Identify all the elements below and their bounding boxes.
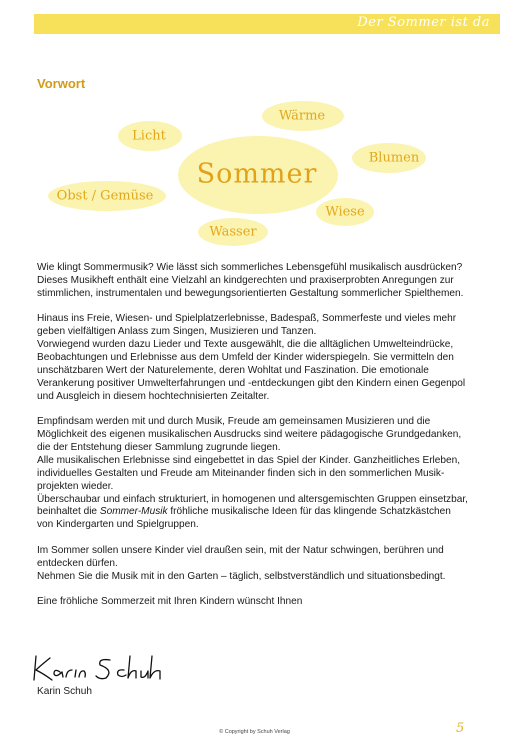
paragraph xyxy=(37,262,487,301)
text-line: Dieses Musikheft enthält eine Vielzahl an kindgerechten und praxiserprobten Anregungen zur xyxy=(37,274,454,286)
text-line: von Kindergarten und Spielgruppen. xyxy=(37,519,199,531)
cloud-word: Wärme xyxy=(278,108,326,124)
text-line: unschätzbaren Wert der Naturelemente, deren Wohltat und Faszination. Die emotionale xyxy=(37,364,429,376)
cloud-word: Wiese xyxy=(325,204,365,220)
italic-title: Sommer-Musik xyxy=(99,506,168,518)
foreword-body xyxy=(37,262,487,621)
text-line: Verankerung positiver Umwelterfahrungen und -entdeckungen gibt den Kindern einen Gegenpol xyxy=(37,377,466,389)
page-number: 5 xyxy=(456,721,465,736)
text-line: Empfindsam werden mit und durch Musik, Freude am gemeinsamen Musizieren und die xyxy=(37,416,431,428)
text-line: individuelles Gestalten und Freude am Miteinander finden sich in den sommerlichen Musik- xyxy=(37,467,445,479)
text-line: die der Entstehung dieser Sammlung zugrunde liegen. xyxy=(37,441,281,453)
handwritten-signature xyxy=(30,650,170,686)
paragraph xyxy=(37,596,487,609)
header-title: Der Sommer ist da xyxy=(357,15,490,30)
cloud-word: Wasser xyxy=(209,224,257,240)
text-fragment: fröhliche musikalische Ideen für das klingende Schatzkästchen xyxy=(167,506,451,518)
cloud-word: Obst / Gemüse xyxy=(56,188,154,204)
text-line: Hinaus ins Freie, Wiesen- und Spielplatzerlebnisse, Badespaß, Sommerfeste und vieles mehr xyxy=(37,313,457,325)
text-line: Möglichkeit des eigenen musikalischen Ausdrucks sind weitere pädagogische Grundgedanken, xyxy=(37,428,462,440)
text-line: Alle musikalischen Erlebnisse sind eingebettet in das Spiel der Kinder. Ganzheitliches Erleben, xyxy=(37,454,461,466)
text-line: Beobachtungen und Erlebnisse aus dem Umfeld der Kinder widerspiegeln. Sie vermitteln den xyxy=(37,351,454,363)
text-line: entdecken dürfen. xyxy=(37,557,118,569)
text-line: Nehmen Sie die Musik mit in den Garten – täglich, selbstverständlich und situationsbedingt. xyxy=(37,570,446,582)
paragraph xyxy=(37,313,487,403)
text-line: projekten wieder. xyxy=(37,480,114,492)
text-line: Wie klingt Sommermusik? Wie lässt sich sommerliches Lebensgefühl musikalisch ausdrücken? xyxy=(37,262,463,273)
text-line: Im Sommer sollen unsere Kinder viel draußen sein, mit der Natur schwingen, berühren und xyxy=(37,544,444,556)
cloud-word-main: Sommer xyxy=(196,158,318,190)
text-line: und Ausgleich in diesem hochtechnisierten Zeitalter. xyxy=(37,390,270,402)
signature-name: Karin Schuh xyxy=(37,686,92,697)
text-line: Überschaubar und einfach strukturiert, in homogenen und altersgemischten Gruppen einsetzbar, xyxy=(37,493,468,505)
paragraph xyxy=(37,416,487,532)
text-line: stimmlichen, instrumentalen und bewegungsorientierten Gestaltung sommerlicher Spielthemen. xyxy=(37,287,464,299)
text-fragment: beinhaltet die xyxy=(37,506,100,518)
paragraph xyxy=(37,545,487,584)
text-line: Vorwiegend wurden dazu Lieder und Texte ausgewählt, die die alltäglichen Umwelteindrücke, xyxy=(37,339,454,351)
text-line: geben vielfältigen Anlass zum Singen, Musizieren und Tanzen. xyxy=(37,326,317,338)
text-line: Eine fröhliche Sommerzeit mit Ihren Kindern wünscht Ihnen xyxy=(37,595,303,607)
cloud-word: Licht xyxy=(132,128,166,144)
word-cloud xyxy=(0,0,509,260)
text-line xyxy=(37,506,487,519)
copyright-notice: © Copyright by Schuh Verlag xyxy=(219,729,290,735)
cloud-word: Blumen xyxy=(368,150,420,166)
section-heading: Vorwort xyxy=(37,76,86,91)
